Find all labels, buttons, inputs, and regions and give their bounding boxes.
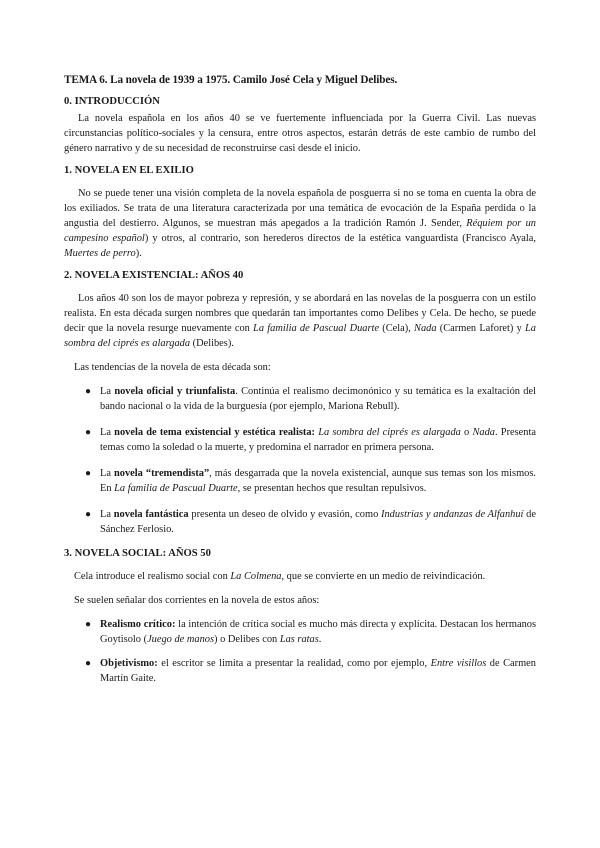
text-run: ) y otros, al contrario, son herederos directos de la estética vanguardista (Francisco Ayala, (144, 233, 536, 244)
text-run: (Cela), (379, 323, 415, 334)
book-title: La familia de Pascual Duarte (114, 483, 238, 494)
text-run: . Continúa el realismo decimonónico y su temática es la exaltación del bando nacional o la vida de la burguesía (por ejemplo, Mariona Rebull). (100, 386, 537, 412)
book-title: Muertes de perro (64, 248, 136, 259)
list-item (64, 425, 536, 455)
book-title: La familia de Pascual Duarte (253, 323, 380, 334)
paragraph-corrientes: Se suelen señalar dos corrientes en la novela de estos años: (74, 595, 320, 606)
text-run: Los años 40 son los de mayor pobreza y represión, y se abordará en las novelas de la posguerra con un estilo realista. En esta década surgen nombres que quedarán tan importantes como Delibes y Cela. De hecho, se puede decir que la novela resurge nuevamente con (64, 293, 536, 334)
document-title: TEMA 6. La novela de 1939 a 1975. Camilo José Cela y Miguel Delibes. (64, 74, 398, 86)
text-run: La (100, 427, 115, 438)
book-title: Nada (472, 427, 495, 438)
book-title: Nada (414, 323, 437, 334)
bullet-icon: ● (85, 386, 92, 397)
section-heading-existencial: 2. NOVELA EXISTENCIAL: AÑOS 40 (64, 270, 244, 281)
bullet-icon: ● (85, 468, 92, 479)
text-run: (Carmen Laforet) y (436, 323, 525, 334)
bullet-icon: ● (85, 619, 92, 630)
text-run: ) o Delibes con (214, 634, 280, 645)
bullet-icon: ● (85, 509, 92, 520)
book-title: Entre visillos (430, 658, 487, 669)
book-title: Réquiem por un campesino español (64, 218, 536, 244)
text-run: Cela introduce el realismo social con (74, 571, 231, 582)
paragraph-exilio (64, 186, 536, 261)
text-run: No se puede tener una visión completa de la novela española de posguerra si no se toma en cuenta la obra de los exiliados. Se trata de una literatura caracterizada por una temática de evocación de la España perdida o la angustia del destierro. Algunos, se muestran más apegados a la tradición Ramón J. Sender, (64, 188, 536, 229)
list-item (64, 384, 536, 414)
list-tendencias (64, 384, 536, 537)
list-item (64, 617, 536, 647)
text-run: (Delibes). (190, 338, 234, 349)
term: novela fantástica (113, 509, 189, 520)
text-run: . (318, 634, 322, 645)
text-run: , que se convierte en un medio de reivindicación. (281, 571, 486, 582)
text-run: el escritor se limita a presentar la realidad, como por ejemplo, (157, 658, 431, 669)
text-run: o (460, 427, 473, 438)
section-heading-exilio: 1. NOVELA EN EL EXILIO (64, 165, 194, 176)
text-run: . Presenta temas como la soledad o la muerte, y predomina el narrador en primera persona. (100, 427, 536, 453)
text-run: La (100, 509, 114, 520)
term: novela de tema existencial y estética realista: (114, 427, 315, 438)
term: Objetivismo: (100, 658, 158, 669)
list-item (64, 466, 536, 496)
text-run: de Sánchez Ferlosio. (100, 509, 536, 535)
book-title: La sombra del ciprés es alargada (318, 427, 461, 438)
section-heading-introduccion: 0. INTRODUCCIÓN (64, 96, 160, 107)
text-run: de Carmen Martín Gaite. (100, 658, 536, 684)
document-content (64, 74, 536, 696)
term: novela “tremendista” (113, 468, 210, 479)
book-title: Industrias y andanzas de Alfanhuí (381, 509, 524, 520)
section-heading-social: 3. NOVELA SOCIAL: AÑOS 50 (64, 548, 211, 559)
bullet-icon: ● (85, 427, 92, 438)
text-run: presenta un deseo de olvido y evasión, como (188, 509, 382, 520)
paragraph-social (64, 569, 536, 584)
list-item (64, 507, 536, 537)
text-run: ). (135, 248, 142, 259)
text-run: , se presentan hechos que resultan repulsivos. (237, 483, 427, 494)
text-run: La (100, 386, 115, 397)
book-title: La sombra del ciprés es alargada (64, 323, 536, 349)
paragraph-existencial (64, 291, 536, 351)
text-run: La (100, 468, 114, 479)
text-run: la intención de crítica social es mucho más directa y explícita. Destacan los hermanos Goytisolo ( (100, 619, 536, 645)
list-item (64, 656, 536, 686)
paragraph-introduccion: La novela española en los años 40 se ve fuertemente influenciada por la Guerra Civil. Las nuevas circunstancias político-sociales y la censura, entre otros aspectos, estarán detrás de este cambio de rumbo del género narrativo y de su necesidad de reconstruirse casi desde el inicio. (64, 113, 536, 154)
term: novela oficial y triunfalista (114, 386, 236, 397)
list-corrientes (64, 617, 536, 686)
paragraph-tendencias: Las tendencias de la novela de esta década son: (74, 362, 271, 373)
book-title: La Colmena (230, 571, 282, 582)
text-run: , más desgarrada que la novela existencial, aunque sus temas son los mismos. En (100, 468, 536, 494)
bullet-icon: ● (85, 658, 92, 669)
term: Realismo crítico: (100, 619, 176, 630)
book-title: Las ratas (279, 634, 319, 645)
book-title: Juego de manos (147, 634, 215, 645)
